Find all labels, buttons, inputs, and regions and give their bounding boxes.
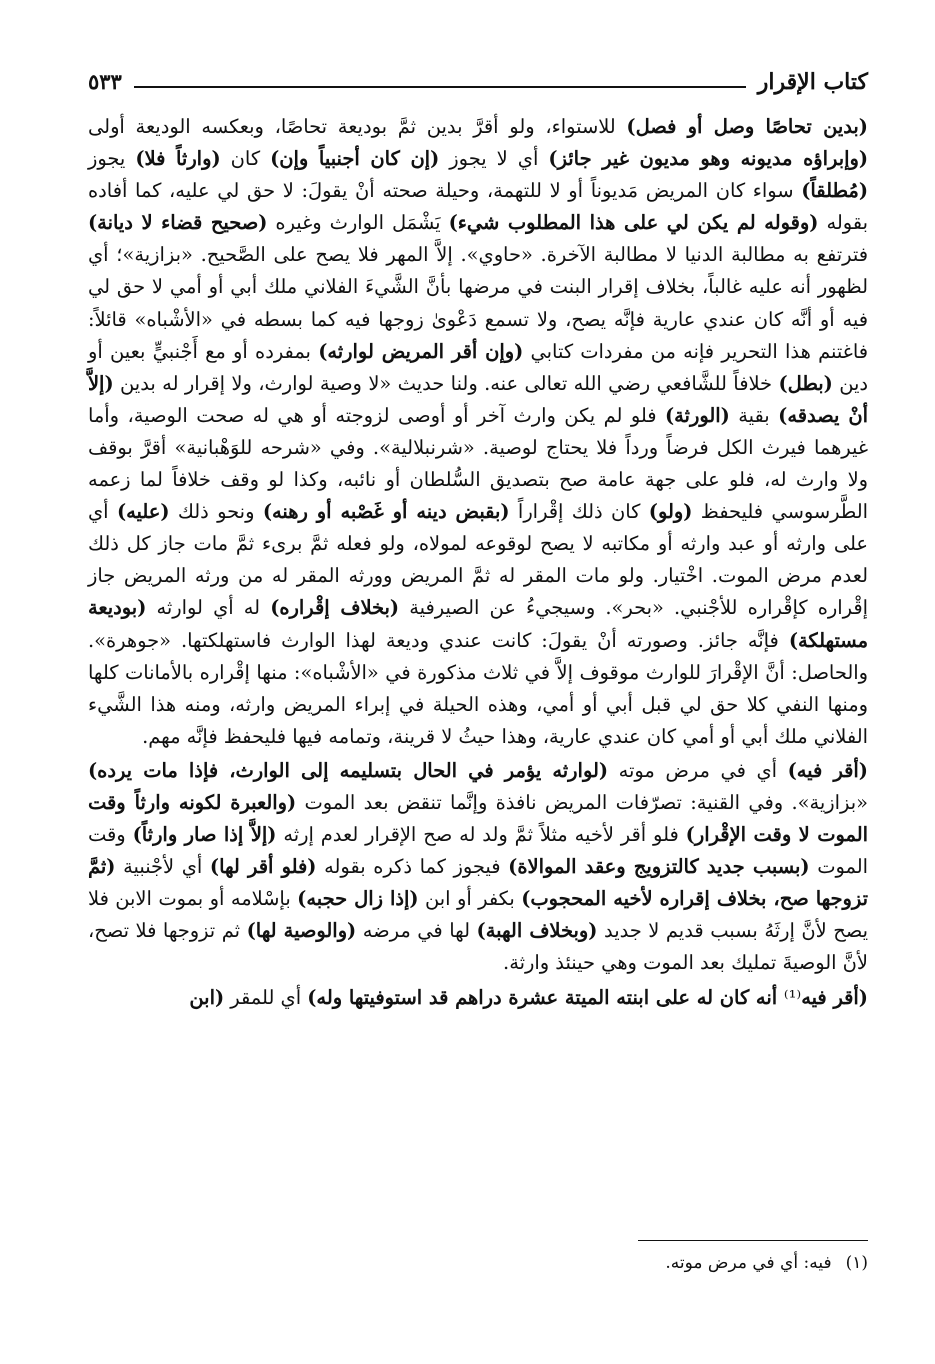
matn-text: (مُطلقاً) xyxy=(801,179,868,203)
running-title: كتاب الإقرار xyxy=(757,69,868,95)
footnote xyxy=(665,1250,868,1276)
matn-text: (والعبرة لكونه وارثاً وقت الموت لا وقت الإقْرار) xyxy=(88,790,868,847)
matn-text: (بخلاف إقْراره) xyxy=(270,596,400,620)
matn-text: (وبخلاف الهبة) xyxy=(476,919,598,943)
sharh-text: «بزازية». وفي القنية: تصرّفات المريض نافذة وإنَّما تنقض بعد الموت xyxy=(296,790,868,814)
footnote-divider xyxy=(638,1240,868,1241)
matn-text: (ولو) xyxy=(648,500,693,524)
paragraph xyxy=(88,111,868,753)
sharh-text: بمفرده أو مع أَجْنبيٍّ بعين أو دين xyxy=(88,339,868,395)
footnote-number: (١) xyxy=(845,1253,868,1273)
sharh-text: أي للمقر xyxy=(224,985,308,1009)
matn-text: (أقر فيه xyxy=(801,985,868,1009)
sharh-text: لها في مرضه xyxy=(356,919,477,943)
book-page xyxy=(88,55,868,1345)
footnote-text: فيه: أي في مرض موته. xyxy=(665,1253,832,1273)
matn-text: (وإن أقر المريض لوارثه) xyxy=(318,339,524,363)
sharh-text: فإنَّه جائز. وصورته أنْ يقولَ: كانت عندي وديعة لهذا الوارث فاستهلكتها. «جوهرة». والحاصل: أنَّ الإقْرارَ للوارث موقوف إلاَّ في ثلاث مذكورة في «الأشْباه»: منها إقْراره بالأمانات كلها ومنها النفي كلا حق لي قبل أبي أو أمي، وهذه الحيلة في إبراء المريض وارثه، ومنه هذا الشَّيء الفلاني ملك أبي أو أمي كان عندي عارية، وهذا حيثُ لا قرينة، وتمامه فيها فليحفظ فإنَّه مهم. xyxy=(88,628,868,748)
sharh-text: سواء كان المريض مَديوناً أو لا للتهمة، وحيلة صحته أنْ يقولَ: لا حق لي عليه، كما أفاده بقوله xyxy=(88,179,868,235)
matn-text: (ابن xyxy=(189,985,225,1009)
sharh-text: ونحو ذلك xyxy=(169,500,263,524)
matn-text: أنه كان له على ابنته الميتة عشرة دراهم قد استوفيتها وله) xyxy=(307,985,784,1009)
matn-text: (وقوله لم يكن لي على هذا المطلوب شيء) xyxy=(448,211,819,235)
matn-text: (صحيح قضاء لا ديانة) xyxy=(88,211,268,235)
sharh-text: أي لأجْنبية xyxy=(115,855,210,879)
sharh-text: بقية xyxy=(729,403,779,427)
sharh-text: أي في مرض موته xyxy=(608,758,788,782)
matn-text: (أقر فيه) xyxy=(787,758,868,782)
sharh-text: فيجوز كما ذكره بقوله xyxy=(316,855,509,879)
sharh-text: كان xyxy=(220,147,271,171)
header-divider xyxy=(134,86,746,88)
matn-text: (بطل) xyxy=(778,371,833,395)
matn-text: (إلاَّ إذا صار وارثاً) xyxy=(132,823,277,847)
matn-text: (ثمَّ تزوجها صح، بخلاف إقراره لأخيه المحجوب) xyxy=(88,855,868,911)
page-header xyxy=(88,55,868,97)
matn-text: (الورثة) xyxy=(664,403,730,427)
matn-text: (وإبراؤه مديونه وهو مديون غير جائز) xyxy=(548,147,869,171)
matn-text: (إن كان أجنبياً وإن) xyxy=(270,147,440,171)
sharh-text: وقت الموت xyxy=(88,823,868,879)
sharh-text: بكفر أو ابن xyxy=(418,887,522,911)
sharh-text: للاستواء، ولو أقرَّ بدين ثمَّ بوديعة تحاصًا، وبعكسه الوديعة أولى xyxy=(88,115,627,138)
sharh-text: يَشْمَل الوارث وغيره xyxy=(267,211,449,235)
matn-text: (فلو أقر لها) xyxy=(209,855,317,879)
matn-text: (والوصية لها) xyxy=(246,919,357,943)
matn-text: (لوارثه يؤمر في الحال بتسليمه إلى الوارث، فإذا مات يرده) xyxy=(88,758,609,782)
matn-text: (بدين تحاصًا وصل أو فصل) xyxy=(626,115,868,138)
matn-text: (بقبض دينه أو غَصْبه أو رهنه) xyxy=(262,500,510,524)
matn-text: (وارثاً فلا) xyxy=(135,147,221,171)
sharh-text: كان ذلك إقْراراً xyxy=(509,500,649,524)
main-text xyxy=(88,111,868,1014)
matn-text: (بسبب جديد كالتزويج وعقد الموالاة) xyxy=(508,855,810,879)
matn-text: (إلاَّ أنْ يصدقه) xyxy=(88,371,869,427)
matn-text: (بوديعة مستهلكة) xyxy=(88,596,868,652)
sharh-text: أي على وارثه أو عبد وارثه أو مكاتبه لا يصح لوقوعه لمولاه، ولو فعله ثمَّ برىء ثمَّ مات جاز كل ذلك لعدم مرض الموت. اخْتيار. ولو مات المقر له ثمَّ المريض وورثه المقر له من ورثه المريض جاز إقْراره كإقْراره للأجْنبي. «بحر». وسيجيءُ عن الصيرفية xyxy=(88,500,868,620)
page-number: ٥٣٣ xyxy=(88,69,122,94)
sharh-text: له أي لوارثه xyxy=(146,596,271,620)
paragraph xyxy=(88,982,868,1014)
sharh-text: فلو أقر لأخيه مثلاً ثمَّ ولد له صح الإقرار لعدم إرثه xyxy=(276,823,686,847)
sharh-text: ⁽¹⁾ xyxy=(783,985,802,1009)
sharh-text: أي لا يجوز xyxy=(439,147,549,171)
sharh-text: يجوز xyxy=(88,147,136,171)
sharh-text: فترتفع به مطالبة الدنيا لا مطالبة الآخرة. «حاوي». إلاَّ المهر فلا يصح على الصَّحيح. «بزازية»؛ أي لظهور أنه عليه غالباً، بخلاف إقرار البنت في مرضها بأنَّ الشَّيءَ الفلاني ملك أبي أو أمي لا حق لي فيه أو أنَّه كان عندي عارية فإنَّه يصح، ولا تسمع دَعْوىٰ زوجها فيه كما بسطه في «الأشْباه» قائلاً: فاغتنم هذا التحرير فإنه من مفردات كتابي xyxy=(88,243,868,363)
sharh-text: بإسْلامه أو بموت الابن فلا يصح لأنَّ إرثَهُ بسبب قديم لا جديد xyxy=(88,887,868,943)
sharh-text: فلو لم يكن وارث آخر أو أوصى لزوجته أو هي له صحت الوصية، وأما غيرهما فيرث الكل فرضاً ورداً فلا يحتاج لوصية. «شرنبلالية». وفي «شرحه للوَهْبانية» أقرَّ بوقف ولا وارث له، فلو على جهة عامة صح بتصديق السُّلطان أو نائبه، وكذا لو وقف خلافاً لما زعمه الطَّرسوسي فليحفظ xyxy=(88,403,868,524)
paragraph xyxy=(88,755,868,980)
matn-text: (عليه) xyxy=(116,500,170,524)
sharh-text: ثم تزوجها فلا تصح، لأنَّ الوصيةَ تمليك بعد الموت وهي حينئذ وارثة. xyxy=(88,919,868,975)
matn-text: (إذا زال حجبه) xyxy=(297,887,419,911)
sharh-text: خلافاً للشَّافعي رضي الله تعالى عنه. ولنا حديث «لا وصية لوارث، ولا إقرار له بدين xyxy=(113,371,779,395)
